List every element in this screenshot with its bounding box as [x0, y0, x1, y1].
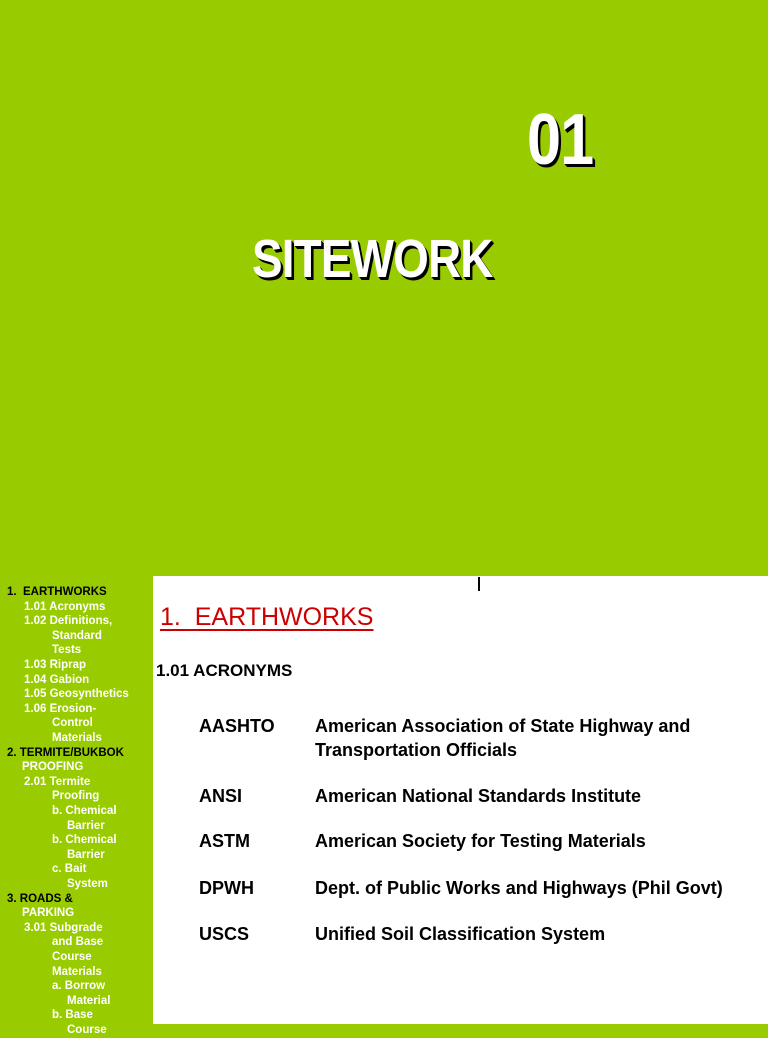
- toc-link[interactable]: b. Base: [52, 1009, 93, 1022]
- toc-link[interactable]: Barrier: [67, 819, 105, 832]
- acronym-definition: Unified Soil Classification System: [315, 924, 606, 944]
- toc-link[interactable]: c. Bait: [52, 863, 87, 876]
- toc-link[interactable]: 1.01 Acronyms: [24, 600, 106, 613]
- toc-link[interactable]: Course: [67, 1024, 107, 1036]
- toc-link[interactable]: 2.01 Termite: [24, 775, 91, 788]
- toc-link[interactable]: 1.02 Definitions,: [24, 615, 113, 628]
- toc-link[interactable]: PROOFING: [22, 761, 84, 774]
- toc-link[interactable]: PARKING: [22, 907, 75, 920]
- toc-link[interactable]: 1.04 Gabion: [24, 673, 90, 686]
- toc-link[interactable]: Proofing: [52, 790, 100, 803]
- toc-link[interactable]: Materials: [52, 965, 102, 978]
- acronym-code: AASHTO: [199, 716, 275, 736]
- toc-link[interactable]: 1.06 Erosion-: [24, 702, 97, 715]
- table-of-contents: [0, 585, 152, 1036]
- acronym-definition: American Association of State Highway and Transportation Officials: [315, 716, 691, 760]
- acronym-code: DPWH: [199, 878, 254, 898]
- toc-link[interactable]: Control: [52, 717, 93, 730]
- toc-link[interactable]: 3.01 Subgrade: [24, 921, 103, 934]
- acronym-definition: Dept. of Public Works and Highways (Phil Govt): [315, 878, 723, 898]
- text-cursor: [478, 577, 480, 591]
- toc-link[interactable]: 3. ROADS &: [7, 892, 73, 905]
- toc-link[interactable]: a. Borrow: [52, 980, 106, 993]
- toc-link[interactable]: 1. EARTHWORKS: [7, 586, 107, 598]
- toc-link[interactable]: System: [67, 878, 108, 890]
- toc-link[interactable]: 1.05 Geosynthetics: [24, 688, 129, 701]
- toc-link[interactable]: 1.03 Riprap: [24, 659, 86, 671]
- toc-link[interactable]: Barrier: [67, 848, 105, 861]
- chapter-title: SITEWORK: [252, 229, 493, 289]
- toc-link[interactable]: b. Chemical: [52, 834, 117, 847]
- toc-link[interactable]: b. Chemical: [52, 805, 117, 817]
- toc-link[interactable]: Standard: [52, 629, 102, 642]
- acronym-code: ANSI: [199, 786, 243, 806]
- toc-link[interactable]: Course: [52, 951, 92, 963]
- acronym-code: USCS: [199, 924, 250, 944]
- toc-link[interactable]: and Base: [52, 936, 104, 949]
- acronym-definition: American National Standards Institute: [315, 786, 642, 806]
- section-heading: 1. EARTHWORKS: [160, 603, 374, 631]
- toc-link[interactable]: Materials: [52, 732, 102, 744]
- subsection-heading: 1.01 ACRONYMS: [156, 661, 293, 680]
- toc-link[interactable]: Tests: [52, 644, 82, 657]
- toc-link[interactable]: 2. TERMITE/BUKBOK: [7, 746, 124, 759]
- document-page: [153, 576, 768, 1024]
- acronym-code: ASTM: [199, 831, 250, 851]
- toc-link[interactable]: Material: [67, 994, 111, 1007]
- chapter-number: 01: [527, 100, 594, 180]
- acronym-definition: American Society for Testing Materials: [315, 831, 646, 851]
